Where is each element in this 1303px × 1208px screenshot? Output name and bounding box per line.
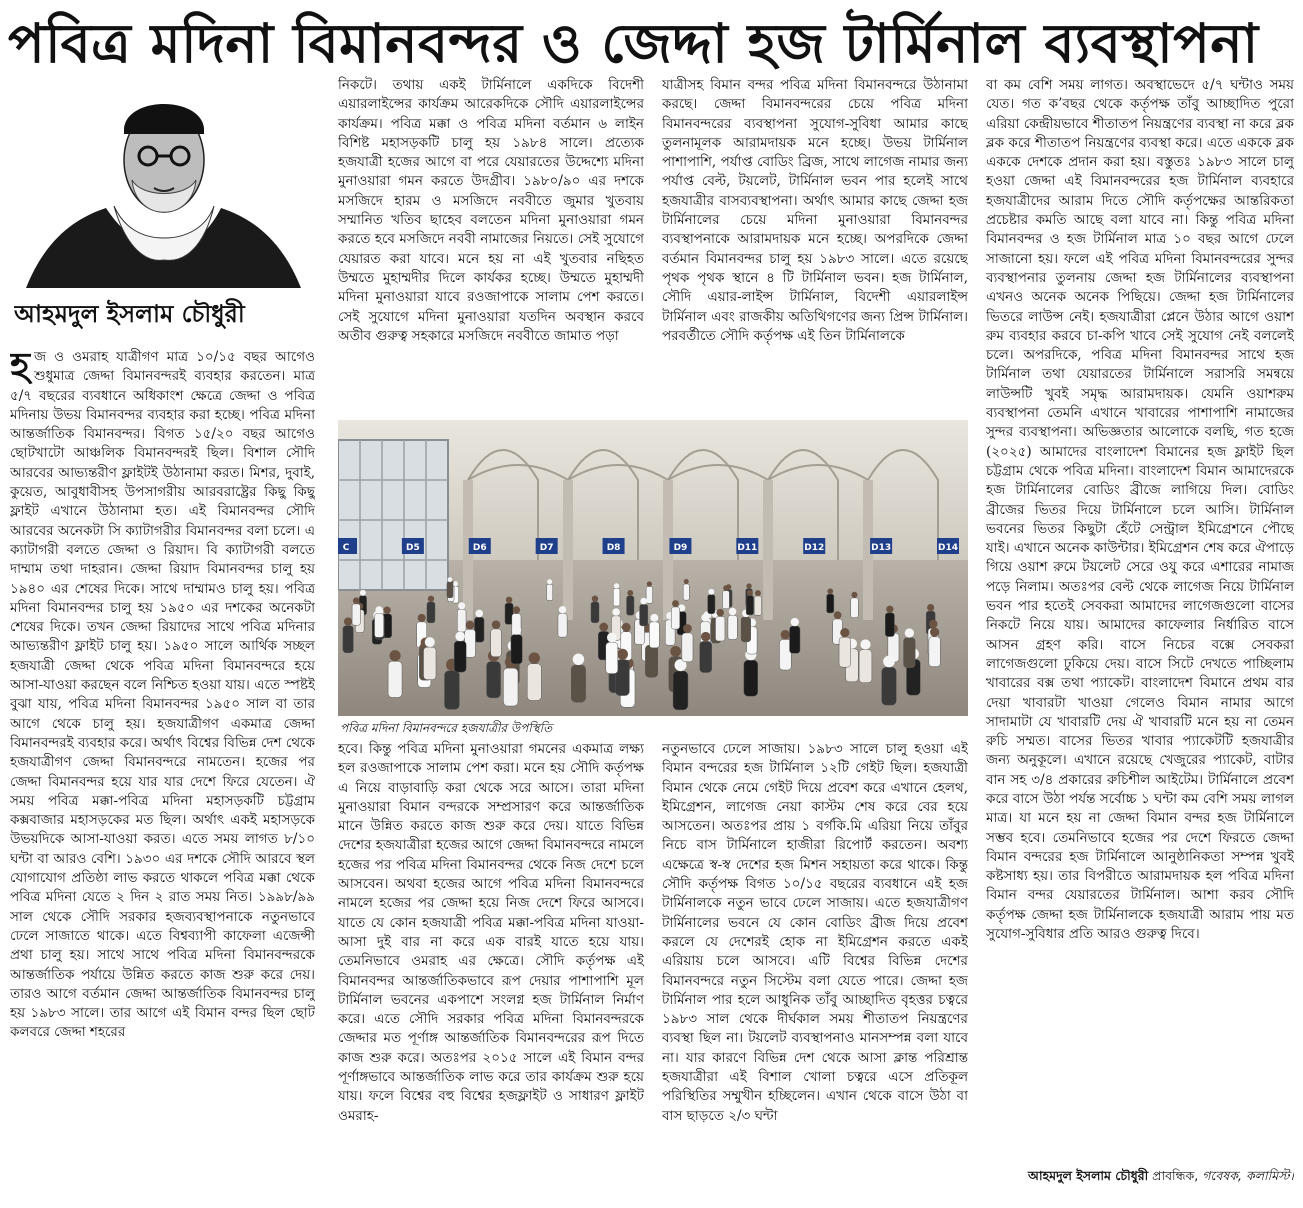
person-silhouette [454,632,466,673]
person-silhouette [423,637,436,680]
article-column-3-top [662,76,968,410]
person-silhouette [728,608,737,640]
person-silhouette [671,600,680,629]
gate-sign [469,538,491,554]
person-silhouette [640,598,648,626]
headline: পবিত্র মদিনা বিমানবন্দর ও জেদ্দা হজ টার্মিনাল ব্যবস্থাপনা [8,12,1259,75]
person-silhouette [715,609,724,641]
person-silhouette [882,656,897,705]
person-silhouette [673,659,688,710]
person-silhouette [682,624,693,662]
person-silhouette [527,652,541,700]
svg-text:D14: D14 [938,543,958,553]
gate-sign [937,538,959,554]
article-text-col2-top: নিকটে। তথায় একই টার্মিনালে একদিকে বিদেশী এয়ারলাইন্সের কার্যক্রম আরেকদিকে সৌদি এয়ারলাইন্সের কার্যক্রম। পবিত্র মক্কা ও পবিত্র মদিনা বর্তমান ৬ লাইন বিশিষ্ট মহাসড়কটি চালু হয় ১৯৮৪ সালে। প্রত্যেক হজযাত্রী হজের আগে বা পরে যেয়ারতের উদ্দেশ্যে মদিনা মুনাওয়ারা গমন করতে উদগ্রীব। ১৯৮০/৯০ এর দশকে মসজিদে হারম ও মসজিদে নববীতে জুমার খুতবায় সম্মানিত খতিব ছাহেব বলতেন মদিনা মুনাওয়ারা গমন করতে হবে মসজিদে নববী নামাজের নিয়তে। সেই সুযোগে যেয়ারত করা যাবে। মনে হয় না এই খুতবার নছিহত উম্মতে মুহাম্মদীর দিলে কার্যকর হচ্ছে। উম্মতে মুহাম্মদী মদিনা মুনাওয়ারা যাবে রওজাপাকে সালাম পেশ করতে। সেই সুযোগে মদিনা মুনাওয়ারা যতদিন অবস্থান করবে অতীব গুরুত্ব সহকারে মসজিদে নববীতে জামাত পড়া [338,77,644,344]
article-column-3-bottom [662,740,968,1196]
drop-cap: হ [10,348,30,388]
person-silhouette [683,579,689,600]
gate-sign [536,538,558,554]
article-column-2-bottom [338,740,644,1196]
person-silhouette [447,577,453,597]
person-silhouette [708,589,715,614]
person-silhouette [491,620,502,656]
gate-sign [603,538,625,554]
person-silhouette [343,617,353,652]
svg-text:D7: D7 [539,543,554,553]
person-silhouette [744,649,758,696]
person-silhouette [427,596,435,623]
person-silhouette [754,590,761,615]
airport-terminal-image [338,420,968,716]
article-text-col3-top: যাত্রীসহ বিমান বন্দর পবিত্র মদিনা বিমানবন্দরে উঠানামা করছে। জেদ্দা বিমানবন্দরের চেয়ে পবিত্র মদিনা বিমানবন্দরের ব্যবস্থাপনা সুযোগ-সুবিধা আমার কাছে তুলনামূলক আরামদায়ক মনে হচ্ছে। উভয় টার্মিনাল পাশাপাশি, পর্যাপ্ত বোডিং ব্রিজ, সাথে লাগেজ নামার জন্য পর্যাপ্ত বেল্ট, টয়লেট, টার্মিনাল ভবন পার হলেই সাথে হজযাত্রীর বাসব্যবস্থাপনা। অর্থাৎ আমার কাছে জেদ্দা হজ টার্মিনালের চেয়ে মদিনা মুনাওয়ারা বিমানবন্দর ব্যবস্থাপনাকে আরামদায়ক মনে হচ্ছে। অপরদিকে জেদ্দা বর্তমান বিমানবন্দর চালু হয় ১৯৮৩ সালে। এতে রয়েছে পৃথক পৃথক স্থানে ৪ টি টার্মিনাল ভবন। হজ টার্মিনাল, সৌদি এয়ার-লাইন্স টার্মিনাল, বিদেশী এয়ারলাইন্স টার্মিনাল এবং রাজকীয় অতিথিগণের জন্য প্রিন্স টার্মিনাল। পরবর্তীতে সৌদি কর্তৃপক্ষ এই তিন টার্মিনালকে [662,77,968,344]
person-silhouette [790,618,800,653]
signature-role: গবেষক, কলামিস্ট। [1202,1168,1294,1183]
gate-sign [870,538,892,554]
person-silhouette [627,590,634,615]
person-silhouette [929,628,940,667]
person-silhouette [827,588,834,613]
person-silhouette [511,626,522,664]
person-silhouette [904,628,916,667]
author-portrait-illustration [16,88,306,288]
svg-text:D9: D9 [673,543,688,553]
person-silhouette [885,606,894,637]
svg-text:D11: D11 [737,543,758,553]
article-text-col3-bottom: নতুনভাবে ঢেলে সাজায়। ১৯৮৩ সালে চালু হওয়া এই বিমান বন্দরের হজ টার্মিনাল ১২টি গেইট ছিল। হজযাত্রী বিমান থেকে নেমে গেইট দিয়ে প্রবেশ করে এখানে হেলথ, ইমিগ্রেশন, লাগেজ নেয়া কাস্টম শেষ করে বের হয়ে আসতেন। অতঃপর প্রায় ১ বর্গকি.মি এরিয়া নিয়ে তাঁবুর নিচে বাস টার্মিনালে হাজীরা রিপোর্ট করতেন। অবশ্য এক্ষেত্রে স্ব-স্ব দেশের হজ মিশন সহায়তা করে থাকে। কিন্তু সৌদি কর্তৃপক্ষ বিগত ১০/১৫ বছরের ব্যবধানে এই হজ টার্মিনালকে নতুন ভাবে ঢেলে সাজায়। এতে হজযাত্রীগণ টার্মিনালের ভবনে যে কোন বোডিং ব্রীজ দিয়ে প্রবেশ করলে যে দেশেরই হোক না ইমিগ্রেশন করতে একই এরিয়ায় চলে আসবে। এটি বিশ্বের বিভিন্ন দেশের বিমানবন্দরে নতুন সিস্টেম বলা যেতে পারে। জেদ্দা হজ টার্মিনাল পার হলে আধুনিক তাঁবু আচ্ছাদিত বৃহত্তর চত্বরে ১৯৮৩ সাল থেকে দীর্ঘকাল সময় শীতাতপ নিয়ন্ত্রণের ব্যবস্থা ছিল না। টয়লেট ব্যবস্থাপনাও মানসম্পন্ন বলা যাবে না। যার কারণে বিভিন্ন দেশ থেকে আসা ক্লান্ত পরিশ্রান্ত হজযাত্রীরা এই বিশাল খোলা চত্বরে এসে প্রতিকূল পরিস্থিতির সম্মুখীন হচ্ছিলেন। এখান থেকে বাসে উঠা বা বাস ছাড়তে ২/৩ ঘন্টা [662,741,968,1124]
person-silhouette [457,602,466,632]
person-silhouette [700,632,712,673]
person-silhouette [352,597,360,625]
author-byline: আহমদুল ইসলাম চৌধুরী [14,300,245,328]
person-silhouette [487,650,501,697]
person-silhouette [558,606,567,637]
person-silhouette [646,581,652,603]
airport-photo [338,420,968,716]
article-text-col4: বা কম বেশি সময় লাগত। অবস্থাভেদে ৫/৭ ঘন্টাও সময় যেত। গত ক’বছর থেকে কর্তৃপক্ষ তাঁবু আচ্ছাদিত পুরো এরিয়া কেন্দ্রীয়ভাবে শীতাতপ নিয়ন্ত্রণের ব্যবস্থা না করে ব্লক ব্লক করে শীতাতপ নিয়ন্ত্রণের ব্যবস্থা করে। এতে এককে ব্লক এককে দেশকে প্রদান করা হয়। বস্তুতঃ ১৯৮৩ সালে চালু হওয়া জেদ্দা এই বিমানবন্দরের হজ টার্মিনাল ব্যবহারে হজযাত্রীদের আরাম দিতে সৌদি কর্তৃপক্ষের আন্তরিকতা প্রচেষ্টার কমতি আছে বলা যাবে না। কিন্তু পবিত্র মদিনা বিমানবন্দর ও হজ টার্মিনাল মাত্র ১০ বছর আগে ঢেলে সাজানো হয়। ফলে এই পবিত্র মদিনা বিমানবন্দরের সুন্দর ব্যবস্থাপনার তুলনায় জেদ্দা হজ টার্মিনালের ব্যবস্থাপনা এখনও অনেক অনেক পিছিয়ে। জেদ্দা হজ টার্মিনালের ভিতরে লাউন্স নেই। হজযাত্রীরা প্লেনে উঠার আগে ওয়াশ রুম ব্যবহার করবে চা-কপি খাবে সেই সুযোগ নেই বললেই চলে। অপরদিকে, পবিত্র মদিনা বিমানবন্দর সাথে হজ টার্মিনাল তথা যেয়ারতের টার্মিনালে সরাসরি সমন্বয়ে লাউন্সটি খুবই সমৃদ্ধ আরামদায়ক। যেমনি ওয়াশরুম ব্যবস্থাপনা তেমনি এখানে খাবারের পাশাপাশি নামাজের সুন্দর ব্যবস্থাপনা। অভিজ্ঞতার আলোকে বলছি, গত হজে (২০২৫) আমাদের বাংলাদেশ বিমানের হজ ফ্লাইট ছিল চট্টগ্রাম থেকে পবিত্র মদিনা। বাংলাদেশ বিমান আমাদেরকে হজ টার্মিনালের বোডিং ব্রীজে লাগিয়ে দিল। বোডিং ব্রীজের ভিতর দিয়ে টার্মিনালে চলে আসি। টার্মিনাল ভবনের ভিতর কিছুটা হেঁটে সেন্ট্রাল ইমিগ্রেশনে পৌছে যাই। এখানে অনেক কাউন্টার। ইমিগ্রেশন শেষ করে ঐপাড়ে গিয়ে ওয়াশ রুমে টয়লেট সেরে ওযু করে এশারের নামাজ পড়ে নিলাম। অতঃপর বেল্ট থেকে লাগেজ নিয়ে টার্মিনাল ভবন পার হতেই সেবকরা আমাদের লাগেজগুলো বাসের নিকটে নিয়ে যায়। আমাদের কাফেলার নির্ধারিত বাসে আসন গ্রহণ করি। বাসে নিচের বক্সে সেবকরা লাগেজগুলো ঢুকিয়ে দেয়। বাসে সিটে দেখতে পাচ্ছিলাম খাবারের বক্স তথা প্যাকেট। বাংলাদেশ বিমানে প্রথম বার দেয়া খাবারটা খাওয়া গেলেও বিমান নামার আগে সাদামাটা যে খাবারটি দেয় ঐ খাবারটি মনে হয় না তেমন রুচি সম্মত। বাসের ভিতর খাবার প্যাকেটটি হজযাত্রীর জন্য অনুকূলে। এখানে রয়েছে খেজুরের প্যাকেট, বাটার বান সহ ৩/৪ প্রকারের রুচিশীল আইটেম। টার্মিনালে প্রবেশ করে বাসে উঠা পর্যন্ত সর্বোচ্চ ১ ঘন্টা কম বেশি সময় লাগল মাত্র। যা মনে হয় না জেদ্দা বিমান বন্দর হজ টার্মিনালে সম্ভব হবে। তেমনিভাবে হজের পর দেশে ফিরতে জেদ্দা বিমান বন্দরের হজ টার্মিনালে আনুষ্ঠানিকতা সম্পন্ন খুবই কষ্টসাধ্য হয়। তার বিপরীতে আরামদায়ক হল পবিত্র মদিনা বিমান বন্দর যেয়ারতের টার্মিনাল। আশা করব সৌদি কর্তৃপক্ষ জেদ্দা হজ টার্মিনালকে হজযাত্রী আরাম পায় মত সুযোগ-সুবিধার প্রতি আরও গুরুত্ব দিবে। [986,77,1294,943]
person-silhouette [388,650,402,697]
person-silhouette [851,592,859,618]
person-silhouette [859,639,872,682]
article-column-4 [986,76,1294,1154]
gate-sign [402,538,424,554]
gate-sign [669,538,691,554]
author-signature [986,1158,1294,1194]
signature-name: আহমদুল ইসলাম চৌধুরী [1027,1168,1149,1183]
svg-text:C: C [342,543,350,553]
svg-text:D8: D8 [606,543,621,553]
svg-text:D6: D6 [472,543,487,553]
person-silhouette [375,606,384,637]
person-silhouette [606,633,618,674]
article-text-col2-bottom: হবে। কিন্তু পবিত্র মদিনা মুনাওয়ারা গমনের একমাত্র লক্ষ্য হল রওজাপাকে সালাম পেশ করা। মনে হয় সৌদি কর্তৃপক্ষ এ নিয়ে বাড়াবাড়ি করা থেকে সরে আসে। তারা মদিনা মুনাওয়ারা বিমান বন্দরকে সম্প্রসারণ করে আন্তর্জাতিক মানে উন্নিত করতে কাজ শুরু করে দেয়। যাতে বিভিন্ন দেশের হজযাত্রীরা হজের আগে জেদ্দা বিমানবন্দরে নামলে হজের পর পবিত্র মদিনা বিমানবন্দর থেকে নিজ দেশে চলে আসবেন। অথবা হজের আগে পবিত্র মদিনা বিমানবন্দরে নামলে হজের পর জেদ্দা হয়ে নিজ দেশে ফিরে আসবে। যাতে যে কোন হজযাত্রী পবিত্র মক্কা-পবিত্র মদিনা যাওয়া-আসা দুই বার না করে এক বারই যাতে হয়ে যায়। তেমনিভাবে ওমরাহ এর ক্ষেত্রে। সৌদি কর্তৃপক্ষ এই বিমানবন্দর আন্তর্জাতিকভাবে রূপ দেয়ার পাশাপাশি মূল টার্মিনাল ভবনের একপাশে সংলগ্ন হজ টার্মিনাল নির্মাণ করে। এতে সৌদি সরকার পবিত্র মদিনা বিমানবন্দরকে জেদ্দার মত পূর্ণাঙ্গ আন্তর্জাতিক বিমানবন্দরের রূপ দিতে কাজ শুরু করে। অতঃপর ২০১৫ সালে এই বিমান বন্দর পূর্ণাঙ্গভাবে আন্তর্জাতিক লাভ করে তার কার্যক্রম শুরু হয়ে যায়। ফলে বিশ্বের বহু বিশ্বের হজফ্লাইট ও সাধারণ ফ্লাইট ওমরাহ- [338,741,644,1124]
person-silhouette [649,614,659,648]
article-column-2-top [338,76,644,410]
svg-text:D5: D5 [406,543,420,553]
person-silhouette [613,583,620,606]
author-portrait [16,88,306,288]
person-silhouette [723,585,730,608]
svg-text:D13: D13 [871,543,892,553]
gate-sign [736,538,758,554]
gate-sign [338,538,357,554]
article-column-1 [10,348,315,1196]
svg-text:D12: D12 [804,543,825,553]
person-silhouette [839,628,851,667]
article-text-col1: জ ও ওমরাহ যাত্রীগণ মাত্র ১০/১৫ বছর আগেও শুধুমাত্র জেদ্দা বিমানবন্দরই ব্যবহার করতেন। মাত্র ৫/৭ বছরের ব্যবধানে অধিকাংশ ক্ষেত্রে জেদ্দা ও পবিত্র মদিনায় উভয় বিমানবন্দর ব্যবহার করা হচ্ছে। পবিত্র মদিনা আন্তর্জাতিক বিমানবন্দর। বিগত ১৫/২০ বছর আগেও ছোটখাটো আঞ্চলিক বিমানবন্দরই ছিল। বিশাল সৌদি আরবের আভ্যন্তরীণ ফ্লাইটই উঠানামা করত। মিশর, দুবাই, কুয়েত, আবুধাবীসহ উপসাগরীয় আরবরাষ্ট্রের কিছু কিছু ফ্লাইট এখানে উঠানামা হত। এই বিমানবন্দর সৌদি আরবের অনেকটা সি ক্যাটাগরীর বিমানবন্দর বলা চলে। এ ক্যাটাগরী বলতে জেদ্দা ও রিয়াদ। বি ক্যাটাগরী বলতে দাম্মাম তথা দাহরান। জেদ্দা রিয়াদ বিমানবন্দর চালু হয় ১৯৪০ এর শেষের দিকে। সাথে দাম্মামও চালু হয়। পবিত্র মদিনা বিমানবন্দর চালু হয় ১৯৫০ এর দশকের অনেকটা শেষের দিকে। তখন জেদ্দা রিয়াদের সাথে পবিত্র মদিনার আভ্যন্তরীণ ফ্লাইট চালু হয়। ১৯৫০ সালে আর্থিক সচ্ছল হজযাত্রী জেদ্দা থেকে পবিত্র মদিনা বিমানবন্দরে হয়ে আসা-যাওয়া করছেন বলে নিশ্চিত হওয়া যায়। এতে স্পষ্টই বুঝা যায়, পবিত্র মদিনা বিমানবন্দর ১৯৫০ সাল বা তার আগে থেকে চালু হয়। হজযাত্রীগণ একমাত্র জেদ্দা বিমানবন্দরই ব্যবহার করে। অর্থাৎ বিশ্বের বিভিন্ন দেশ থেকে হজযাত্রীগণ জেদ্দা বিমানবন্দরে নামতেন। হজের পর জেদ্দা বিমানবন্দর হয়ে যার যার দেশে ফিরে যেতেন। ঐ সময় পবিত্র মক্কা-পবিত্র মদিনা মহাসড়কটি চট্টগ্রাম কক্সবাজার মহাসড়কের মত ছিল। অর্থাৎ একই মহাসড়কে উভয়দিকে আসা-যাওয়া করত। এতে সময় লাগত ৮/১০ ঘন্টা বা আরও বেশি। ১৯৩০ এর দশকে সৌদি আরবে স্থল যোগাযোগ প্রতিষ্ঠা লাভ করতে থাকলে পবিত্র মক্কা থেকে পবিত্র মদিনা যেতে ২ দিন ২ রাত সময় নিত। ১৯৯৮/৯৯ সাল থেকে সৌদি সরকার হজব্যবস্থাপনাকে নতুনভাবে ঢেলে সাজাতে থাকে। এতে বিশ্বব্যাপী কাফেলা এজেন্সী প্রথা চালু হয়। সাথে সাথে পবিত্র মদিনা বিমানবন্দরকে আন্তর্জাতিক পর্যায়ে উন্নিত করতে কাজ শুরু করে দেয়। তারও আগে বর্তমান জেদ্দা আন্তর্জাতিক বিমানবন্দর চালু হয় ১৯৮৩ সালে। তার আগে এই বিমান বন্দর ছিল ছোট কলবরে জেদ্দা শহরের [10,349,315,1041]
signature-role-prefix: প্রাবন্ধিক, [1148,1168,1203,1183]
gate-sign [803,538,825,554]
person-silhouette [746,590,753,615]
person-silhouette [474,610,484,642]
person-silhouette [547,579,553,600]
photo-caption: পবিত্র মদিনা বিমানবন্দরে হজযাত্রীর উপস্থিতি [340,721,553,735]
person-silhouette [571,654,585,703]
person-silhouette [591,596,599,623]
